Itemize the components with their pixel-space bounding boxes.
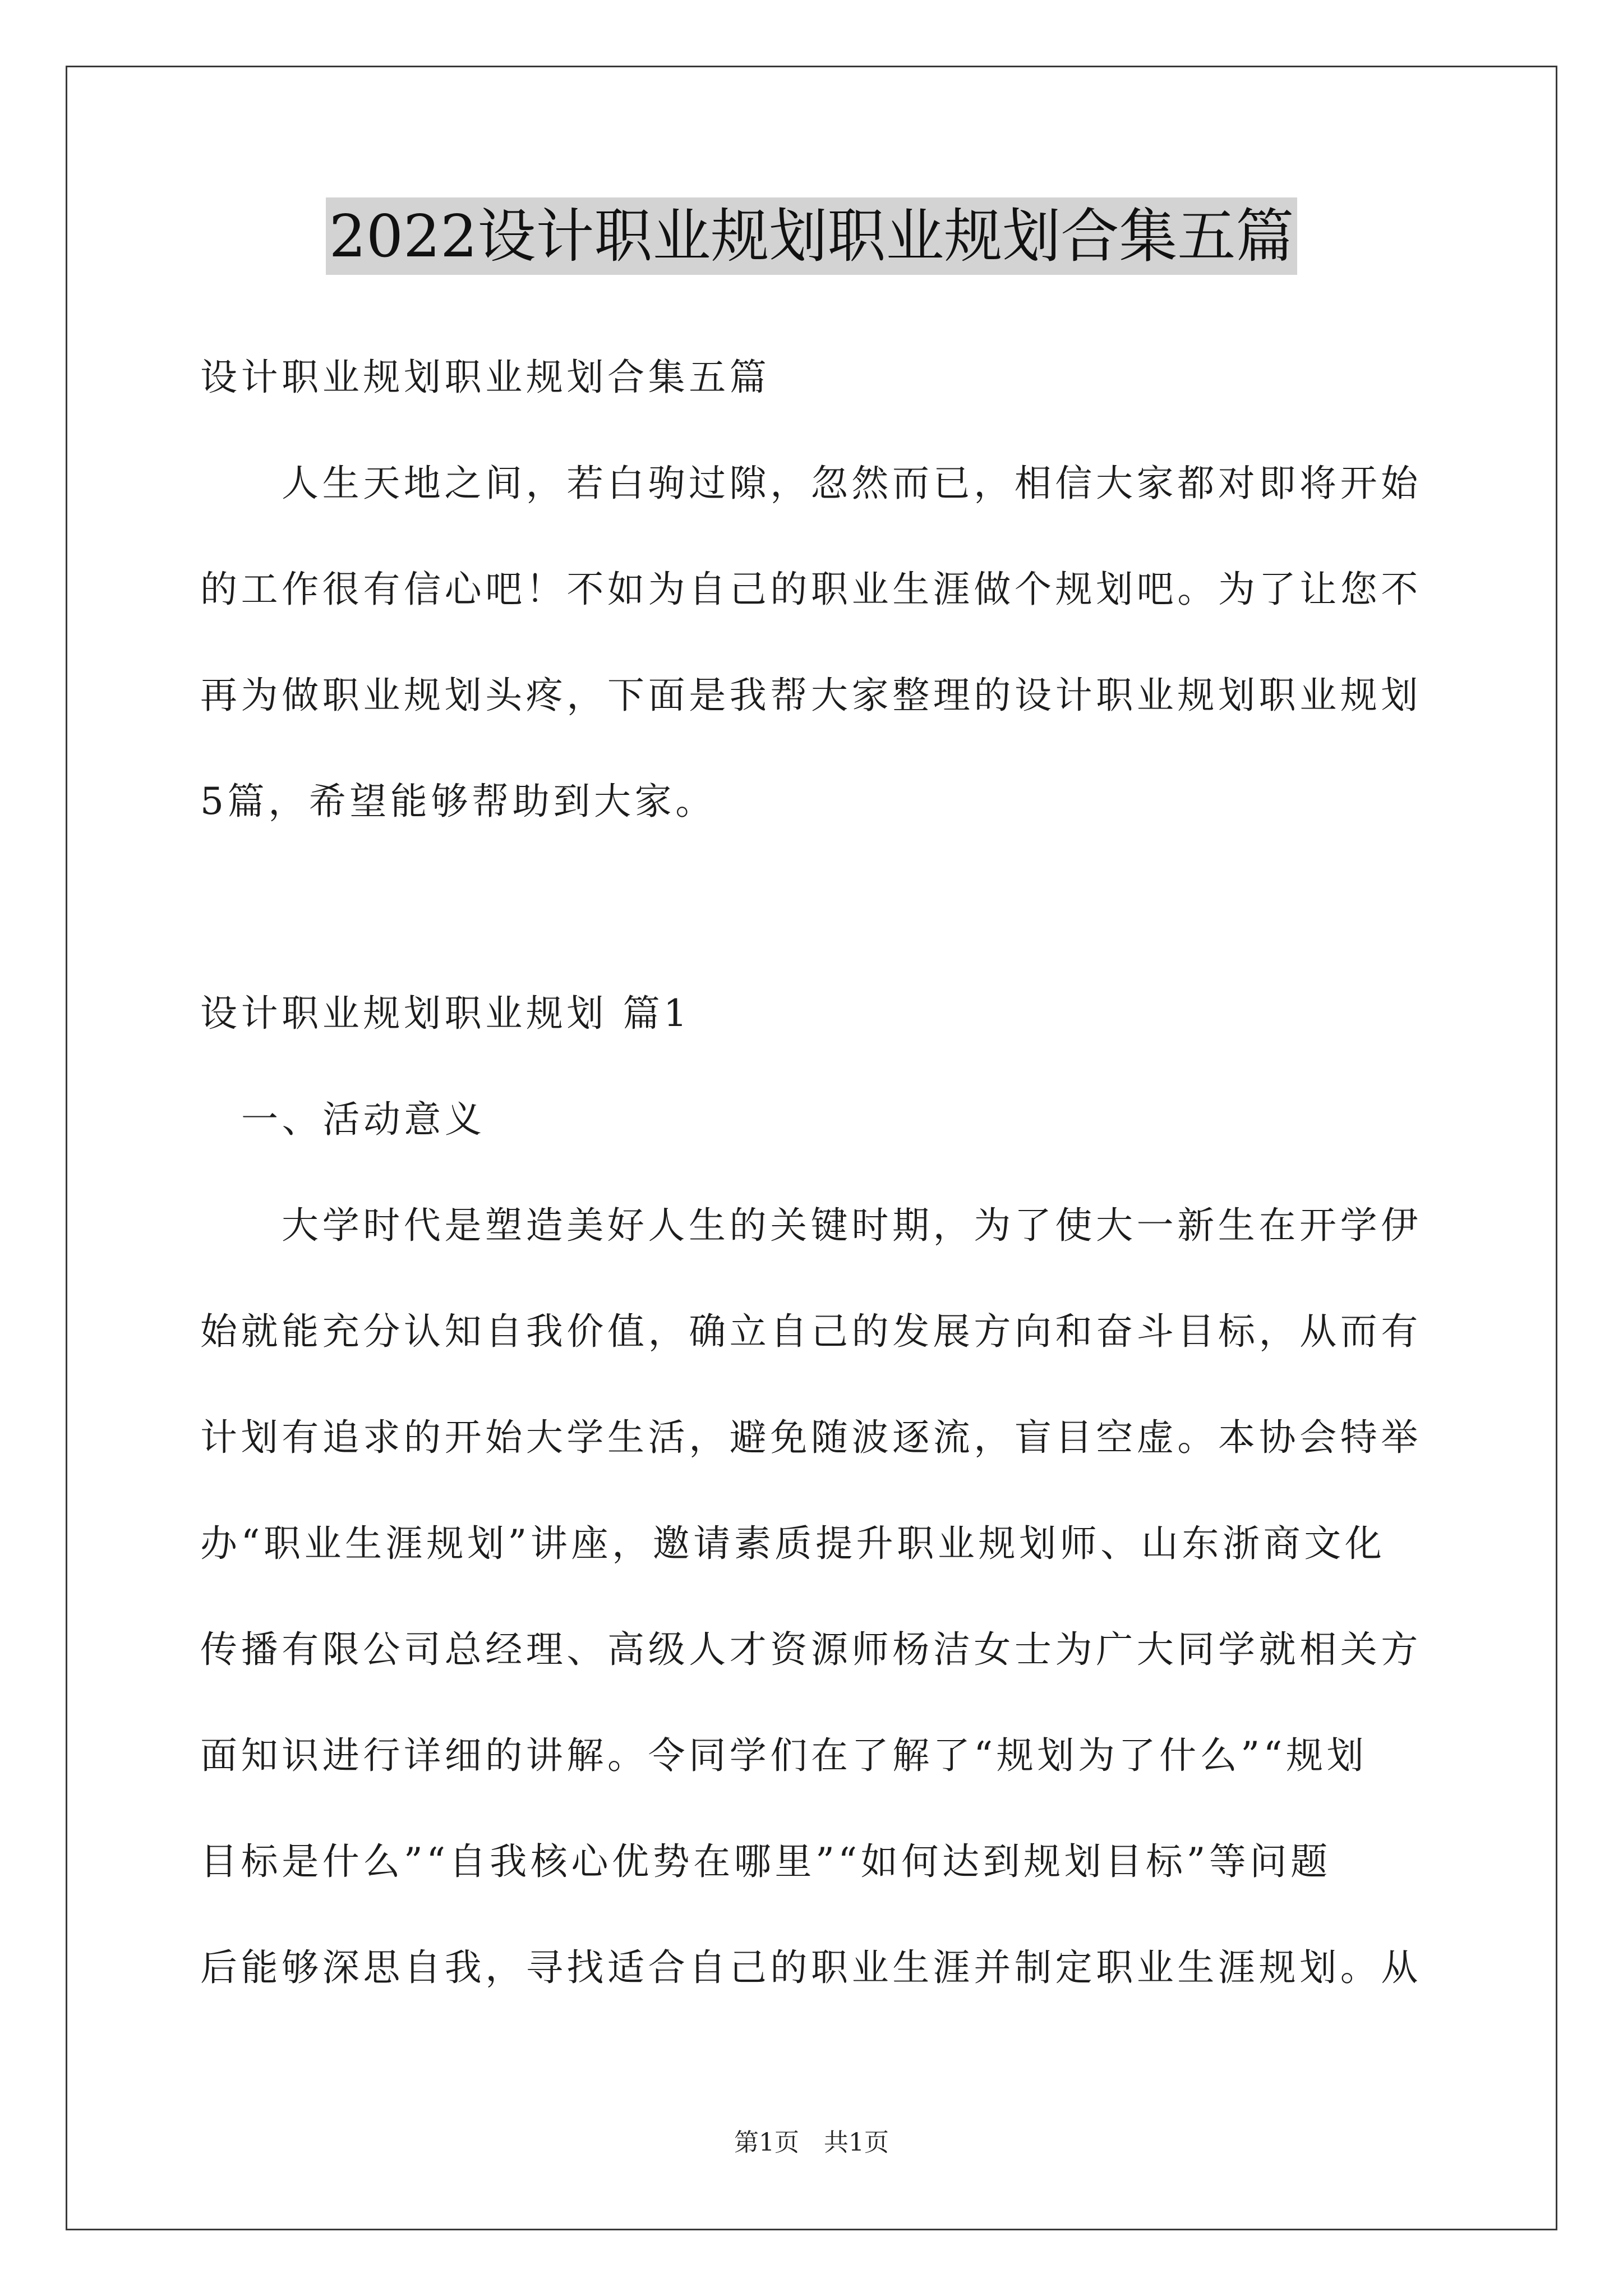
body-line: 面知识进行详细的讲解。令同学们在了解了“规划为了什么”“规划 [200,1734,1368,1777]
body-line: 传播有限公司总经理、高级人才资源师杨洁女士为广大同学就相关方 [200,1628,1422,1671]
intro-line: 的工作很有信心吧！不如为自己的职业生涯做个规划吧。为了让您不 [200,568,1422,611]
title-block [0,197,1623,275]
body-line: 始就能充分认知自我价值，确立自己的发展方向和奋斗目标，从而有 [200,1310,1422,1353]
section-heading: 设计职业规划职业规划 篇1 [200,992,691,1035]
page-footer [0,2127,1623,2159]
body-line: 后能够深思自我，寻找适合自己的职业生涯并制定职业生涯规划。从 [200,1946,1422,1989]
body-line: 大学时代是塑造美好人生的关键时期，为了使大一新生在开学伊 [282,1204,1422,1247]
intro-line: 再为做职业规划头疼，下面是我帮大家整理的设计职业规划职业规划 [200,674,1422,717]
intro-line: 5篇，希望能够帮助到大家。 [200,780,716,823]
subtitle: 设计职业规划职业规划合集五篇 [200,356,771,399]
intro-line: 人生天地之间，若白驹过隙，忽然而已，相信大家都对即将开始 [282,462,1422,505]
page-number-label: 第1页 共1页 [734,2128,889,2157]
document-body [200,324,1423,2021]
body-line: 目标是什么”“自我核心优势在哪里”“如何达到规划目标”等问题 [200,1840,1331,1883]
paragraph-spacer [200,854,1423,960]
item-heading: 一、活动意义 [241,1098,486,1141]
body-line: 办“职业生涯规划”讲座，邀请素质提升职业规划师、山东浙商文化 [200,1522,1386,1565]
document-title: 2022设计职业规划职业规划合集五篇 [326,197,1298,275]
body-line: 计划有追求的开始大学生活，避免随波逐流，盲目空虚。本协会特举 [200,1416,1422,1459]
